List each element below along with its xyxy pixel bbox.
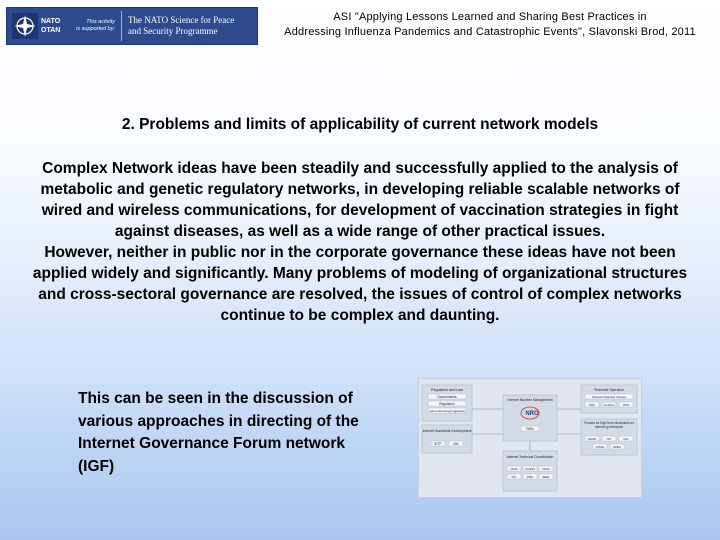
operator-item-2: Vendors (603, 402, 615, 407)
supported-by-label (73, 19, 115, 33)
paragraph-2: However, neither in public nor in the corporate governance these ideas have not been applied widely and significantly. Many problems of modeling of organizational structures and cross-sectoral governance are resolved, the issues of control of complex networks continue to be complex and daunting. (32, 244, 688, 324)
forum-item-2: ITU (606, 436, 612, 441)
conference-header (262, 10, 718, 40)
nato-star-icon (12, 13, 38, 39)
diagram-svg (419, 379, 641, 497)
internet-governance-diagram (418, 378, 642, 498)
header-line-2: Addressing Influenza Pandemics and Catastrophic Events", Slavonski Brod, 2011 (284, 26, 696, 38)
main-body (20, 158, 700, 326)
tech-item-1: IANA (510, 466, 518, 471)
operator-item-1: ISPs (588, 402, 596, 407)
programme-name (128, 15, 234, 37)
operator-item-3: IXPs (622, 402, 630, 407)
number-management-title: Internet Number Management (507, 398, 553, 402)
paragraph-1: Complex Network ideas have been steadily and successfully applied to the analysis of metabolic and genetic regulatory networks, in developing reliable scalable networks of wired and wireless communications, for development of vaccination strategies in fight against diseases, as well as a wide range of other practical issues. (40, 160, 680, 240)
forum-item-3: IGF (623, 436, 629, 441)
nato-otan-label (41, 17, 67, 35)
technical-coordination-title: Internet Technical Coordination (506, 455, 554, 459)
igf-note: This can be seen in the discussion of various approaches in directing of the Internet Governance Forum network (IGF) (78, 390, 359, 475)
operator-group: Network Operator Groups (591, 394, 627, 399)
header-line-1: ASI "Applying Lessons Learned and Sharing Best Practices in (333, 11, 647, 23)
tech-item-6: IEEE (542, 474, 550, 479)
section-title: 2. Problems and limits of applicability of current network models (121, 116, 599, 133)
standards-title: Internet Standards Development (422, 429, 472, 433)
programme-line-2: and Security Programme (128, 26, 218, 36)
regulators-title: Regulators and Law (431, 388, 463, 392)
standards-item-2: IAB (453, 441, 459, 446)
technical-operation-title: Technical Operation (594, 388, 624, 392)
tech-item-2: ICANN (525, 466, 535, 471)
regulators-item-3: Law enforcement agencies (429, 408, 465, 413)
nato-sps-banner (6, 7, 258, 45)
otan-label: OTAN (41, 27, 61, 34)
forum-item-5: APEC (612, 444, 622, 449)
supported-line-2: is supported by: (76, 26, 115, 32)
standards-item-1: IETF (434, 441, 442, 446)
regulators-item-1: Governments (437, 394, 457, 399)
forums-title: Forums for high level discussion on internet governance (584, 421, 634, 429)
forum-item-1: OECD (587, 436, 597, 441)
rirs-item: RIRs (526, 426, 534, 431)
supported-line-1: This activity (86, 19, 115, 25)
regulators-item-2: Regulators (439, 401, 455, 406)
programme-line-1: The NATO Science for Peace (128, 15, 235, 25)
nato-label: NATO (41, 18, 61, 25)
tech-item-3: ISOC (542, 466, 550, 471)
tech-item-4: ITU (511, 474, 517, 479)
banner-divider (121, 11, 122, 41)
nro-logo: NRO (525, 411, 539, 417)
tech-item-5: W3C (526, 474, 534, 479)
forums-title-wrap (583, 421, 635, 435)
forum-item-4: CITEL (595, 444, 605, 449)
